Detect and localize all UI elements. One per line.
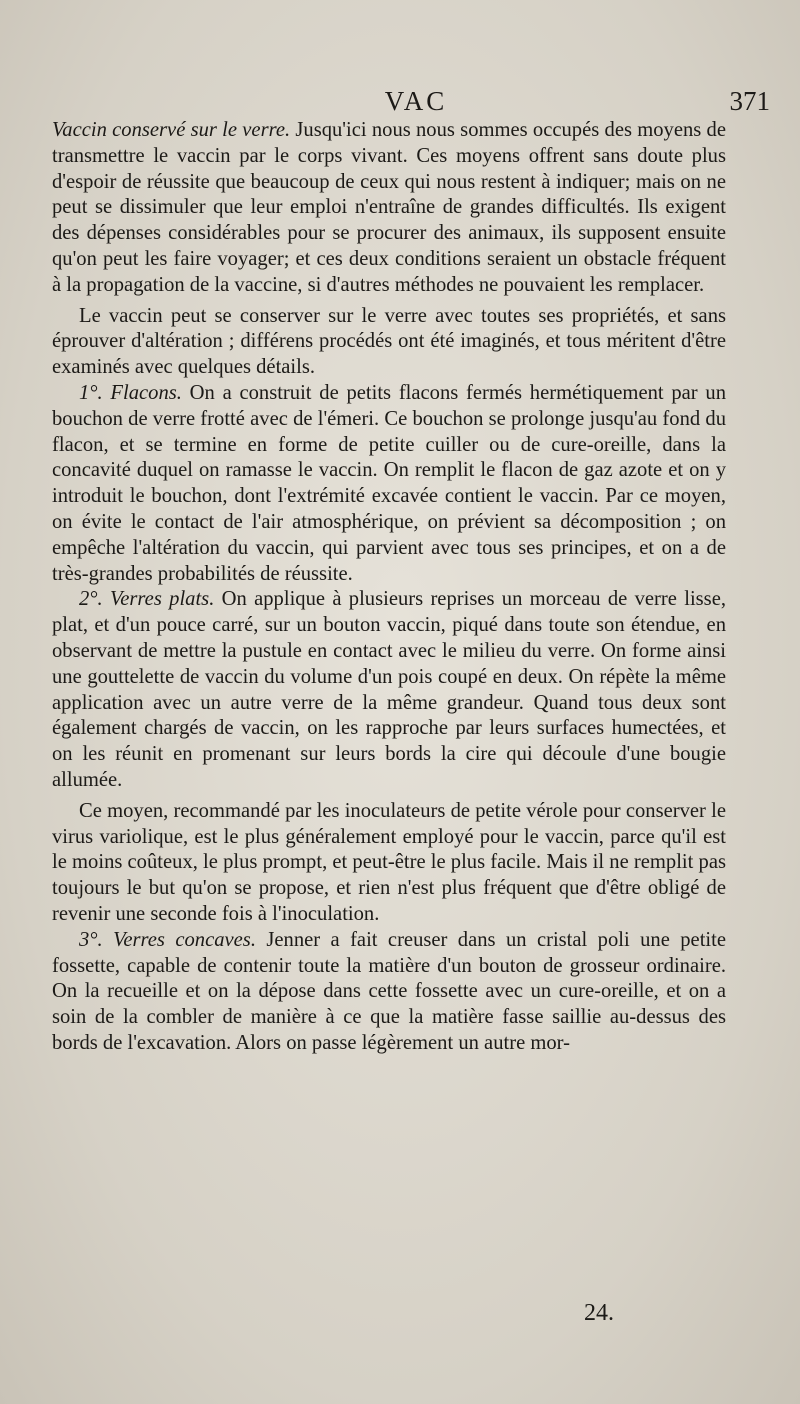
paragraph-vaccin-conserve <box>52 118 726 299</box>
body-text <box>52 118 726 1057</box>
section-heading-verres-plats: 2°. Verres plats. <box>79 588 215 611</box>
paragraph-verres-plats <box>52 587 726 793</box>
signature-mark: 24. <box>584 1300 614 1326</box>
paragraph-verres-concaves <box>52 928 726 1057</box>
running-head: VAC <box>384 86 448 116</box>
section-heading-vaccin-conserve: Vaccin conservé sur le verre. <box>52 119 291 141</box>
paragraph-text: Jusqu'ici nous nous sommes occupés des moyens de transmettre le vaccin par le corps vivant. Ces moyens offrent sans doute plus d'espoir de réussite que beaucoup de ceux qui nous restent à indiquer; mais on ne peut se dissimuler que leur emploi n'entraîne de grandes difficultés. Ils exigent des dépenses considérables pour se procurer des animaux, ils supposent ensuite qu'on peut les faire voyager; et ces deux conditions seraient un obstacle fréquent à la propagation de la vaccine, si d'autres méthodes ne pouvaient les remplacer. <box>52 119 726 296</box>
paragraph-text: Jenner a fait creuser dans un cristal poli une petite fossette, capable de contenir toute la matière d'un bouton de grosseur ordinaire. On la recueille et on la dépose dans cette fossette avec un cure-oreille, et on a soin de la combler de manière à ce que la matière fasse saillie au-dessus des bords de l'excavation. Alors on passe légèrement un autre mor- <box>52 928 726 1054</box>
section-heading-flacons: 1°. Flacons. <box>79 381 182 404</box>
paragraph-conservation-verre <box>52 304 726 381</box>
page-number: 371 <box>729 86 770 116</box>
paragraph-flacons <box>52 381 726 587</box>
paragraph-text: Ce moyen, recommandé par les inoculateurs de petite vérole pour conserver le virus variolique, est le plus généralement employé pour le vaccin, parce qu'il est le moins coûteux, le plus prompt, et peut-être le plus facile. Mais il ne remplit pas toujours le but qu'on se propose, et rien n'est plus fréquent que d'être obligé de revenir une seconde fois à l'inoculation. <box>52 799 726 925</box>
page-header <box>50 86 782 120</box>
paragraph-text: On a construit de petits flacons fermés hermétiquement par un bouchon de verre frotté avec de l'émeri. Ce bouchon se prolonge jusqu'au fond du flacon, et se termine en forme de petite cuiller ou de cure-oreille, dans la concavité duquel on ramasse le vaccin. On remplit le flacon de gaz azote et on y introduit le bouchon, dont l'extrémité excavée contient le vaccin. Par ce moyen, on évite le contact de l'air atmosphérique, on prévient sa décomposition ; on empêche l'altération du vaccin, qui parvient avec tous ses principes, et on a de très-grandes probabilités de réussite. <box>52 381 726 585</box>
paragraph-text: On applique à plusieurs reprises un morceau de verre lisse, plat, et d'un pouce carré, sur un bouton vaccin, piqué dans toute son étendue, en observant de mettre la pustule en contact avec le milieu du verre. On forme ainsi une gouttelette de vaccin du volume d'un pois coupé en deux. On répète la même application avec un autre verre de la même grandeur. Quand tous deux sont également chargés de vaccin, on les rapproche par leurs surfaces humectées, et on les réunit en promenant sur leurs bords la cire qui découle d'une bougie allumée. <box>52 588 726 791</box>
paragraph-ce-moyen <box>52 799 726 928</box>
section-heading-verres-concaves: 3°. Verres concaves. <box>79 928 256 951</box>
paragraph-text: Le vaccin peut se conserver sur le verre avec toutes ses propriétés, et sans éprouver d'altération ; différens procédés ont été imaginés, et tous méritent d'être examinés avec quelques détails. <box>52 304 726 379</box>
